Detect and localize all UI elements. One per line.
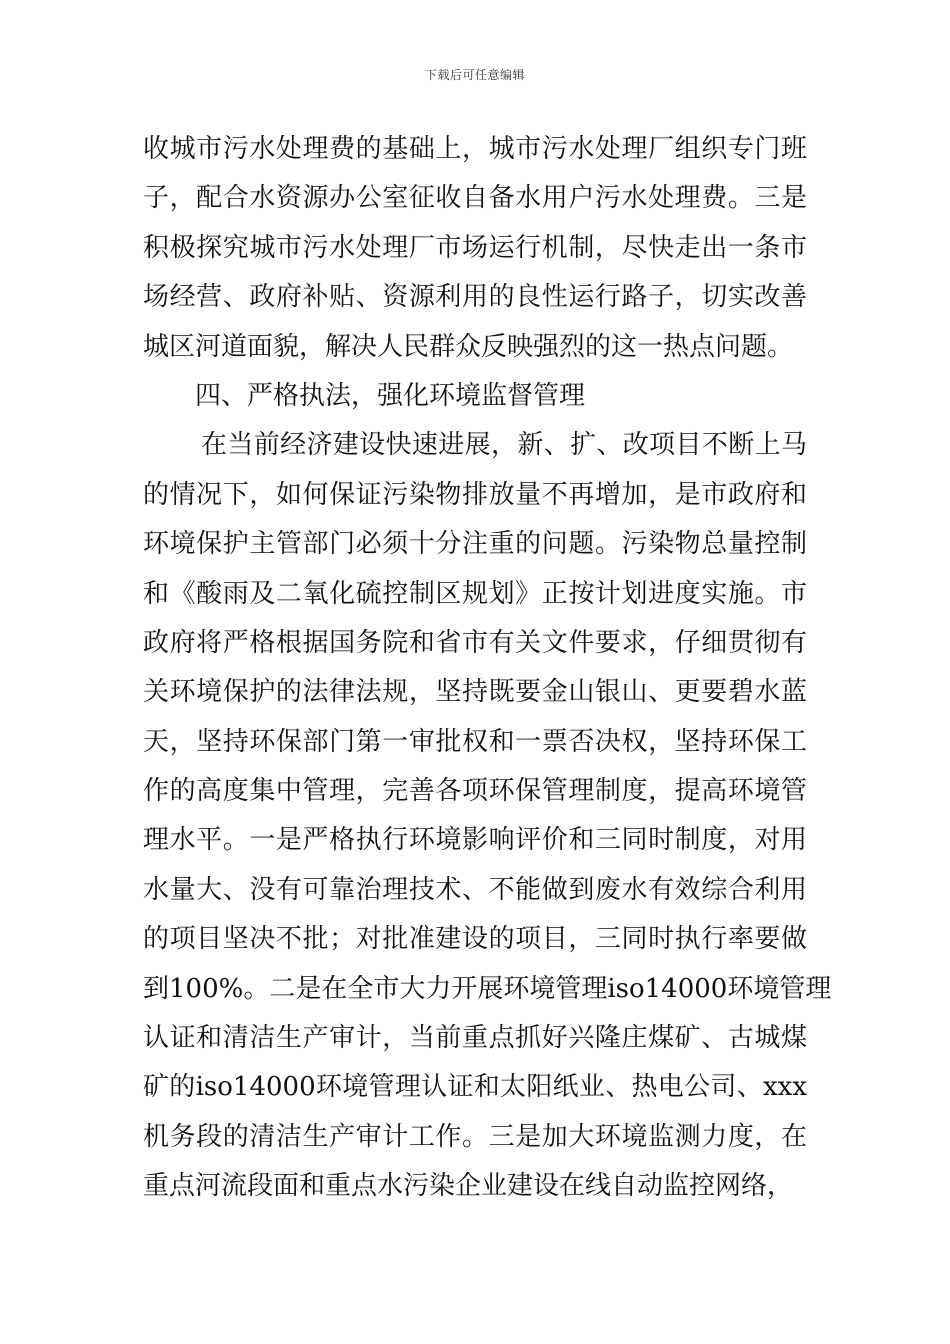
text-line: 环境保护主管部门必须十分注重的问题。污染物总量控制 [143,529,807,560]
text-line: 收城市污水处理费的基础上，城市污水处理厂组织专门班 [143,134,807,164]
text-line: 机务段的清洁生产审计工作。三是加大环境监测力度，在 [143,1121,807,1152]
text-line: 作的高度集中管理，完善各项环保管理制度，提高环境管 [143,776,807,807]
text-line: 到100%。二是在全市大力开展环境管理iso14000环境管理 [143,973,832,1004]
text-line: 关环境保护的法律法规，坚持既要金山银山、更要碧水蓝 [143,677,807,708]
text-line: 重点河流段面和重点水污染企业建设在线自动监控网络， [143,1171,794,1202]
text-line: 和《酸雨及二氧化硫控制区规划》正按计划进度实施。市 [143,578,807,609]
text-line: 城区河道面貌，解决人民群众反映强烈的这一热点问题。 [143,331,794,362]
header-note: 下载后可任意编辑 [424,68,525,82]
section-heading: 四、严格执法，强化环境监督管理 [195,380,586,411]
text-line: 认证和清洁生产审计，当前重点抓好兴隆庄煤矿、古城煤 [143,1023,807,1054]
text-line: 的项目坚决不批；对批准建设的项目，三同时执行率要做 [143,924,807,955]
text-line: 场经营、政府补贴、资源利用的良性运行路子，切实改善 [143,282,807,313]
body-text [143,125,832,1212]
text-line: 的情况下，如何保证污染物排放量不再增加，是市政府和 [143,479,807,510]
text-line: 矿的iso14000环境管理认证和太阳纸业、热电公司、xxx [143,1072,807,1103]
text-line: 政府将严格根据国务院和省市有关文件要求，仔细贯彻有 [143,627,807,658]
text-line: 天，坚持环保部门第一审批权和一票否决权，坚持环保工 [143,726,807,757]
text-line: 积极探究城市污水处理厂市场运行机制，尽快走出一条市 [143,232,807,263]
text-line: 子，配合水资源办公室征收自备水用户污水处理费。三是 [143,183,807,214]
text-line: 在当前经济建设快速进展，新、扩、改项目不断上马 [201,430,807,461]
text-line: 理水平。一是严格执行环境影响评价和三同时制度，对用 [143,825,807,856]
text-line: 水量大、没有可靠治理技术、不能做到废水有效综合利用 [143,874,807,905]
